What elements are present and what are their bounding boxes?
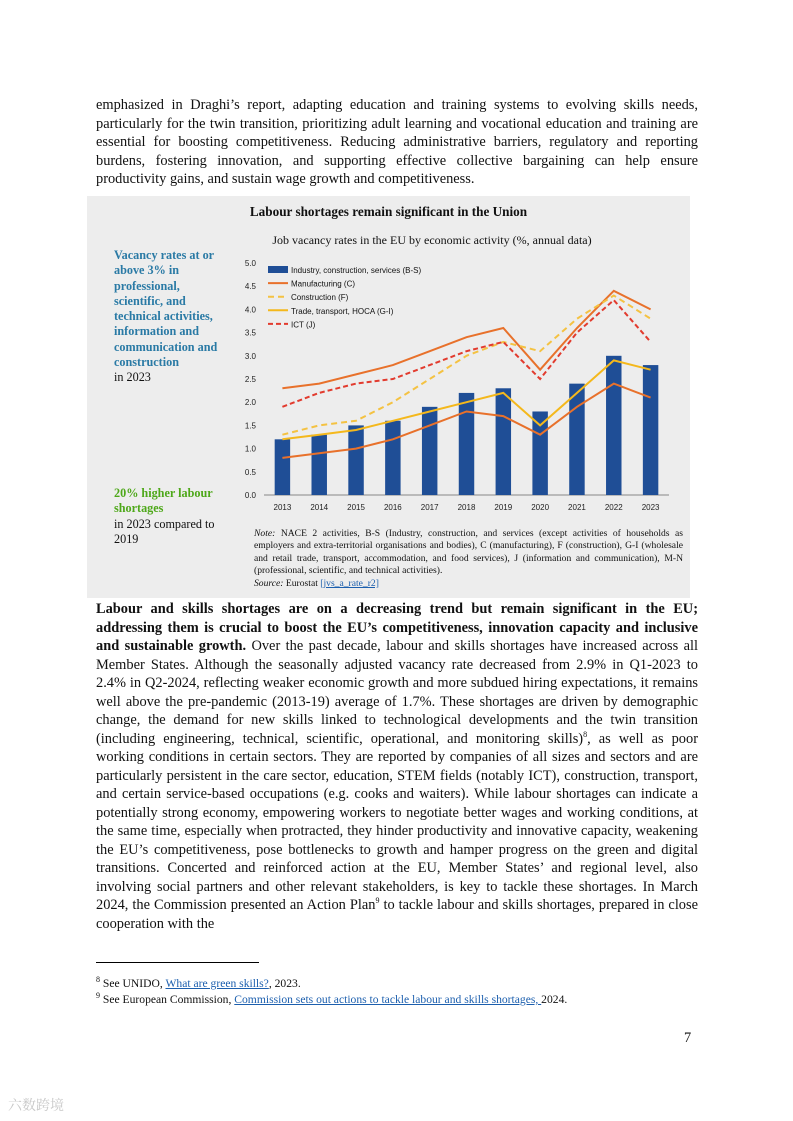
bar-2017 xyxy=(422,407,437,495)
x-tick-label: 2015 xyxy=(347,503,365,512)
legend-swatch xyxy=(268,266,288,273)
x-tick-label: 2018 xyxy=(457,503,476,512)
y-tick-label: 0.0 xyxy=(244,491,256,500)
x-tick-label: 2017 xyxy=(420,503,439,512)
source-link[interactable]: [jvs_a_rate_r2] xyxy=(320,577,379,589)
bar-2013 xyxy=(275,439,290,495)
x-tick-label: 2023 xyxy=(641,503,660,512)
chart-note xyxy=(254,528,683,590)
bar-2019 xyxy=(496,388,511,495)
y-tick-label: 4.0 xyxy=(244,305,256,315)
x-tick-label: 2014 xyxy=(310,503,329,512)
box-title: Labour shortages remain significant in the Union xyxy=(249,204,528,219)
y-tick-label: 2.5 xyxy=(244,375,256,384)
watermark: 六数跨境 xyxy=(8,1098,64,1114)
bar-2021 xyxy=(569,384,584,495)
footnote-divider xyxy=(96,962,259,963)
bar-2018 xyxy=(459,393,474,495)
y-tick-label: 0.5 xyxy=(244,467,256,477)
body-text-c: to tackle labour and skills shortages, prepared in close cooperation with the xyxy=(96,897,698,932)
y-tick-label: 5.0 xyxy=(244,259,256,268)
side-note-shortages-rest: in 2023 compared to 2019 xyxy=(114,516,215,546)
y-tick-label: 2.0 xyxy=(244,398,256,408)
side-note-vacancy-highlight: Vacancy rates at or above 3% in professional, scientific, and technical activities, information and communication and construction xyxy=(114,248,218,370)
y-tick-label: 3.5 xyxy=(244,328,256,338)
footnote-9 xyxy=(96,993,567,1007)
bar-2015 xyxy=(348,425,363,495)
legend-label: Construction (F) xyxy=(291,293,349,303)
bar-2023 xyxy=(643,365,658,495)
side-note-shortages-highlight: 20% higher labour shortages xyxy=(114,486,213,516)
footnote-8-num: 8 xyxy=(96,975,100,985)
footnote-9-post: 2024. xyxy=(541,993,568,1006)
info-box xyxy=(87,196,690,598)
source-label: Source: xyxy=(254,577,284,589)
footnote-8 xyxy=(96,977,301,991)
body-text-a: Over the past decade, labour and skills shortages have increased across all Member States. Although the seasonally adjusted vacancy rate decreased from 2.9% in Q1-2023 to 2.4% in Q2-2024, reflecting weaker economic growth and more subdued hiring expectations, it remains well above the pre-pandemic (2013-19) average of 1.7%. These shortages are driven by demographic change, the demand for new skills linked to technological developments and the twin transition (including engineering, technical, scientific, operational, and monitoring skills) xyxy=(96,638,698,747)
footnote-9-link[interactable]: Commission sets out actions to tackle labour and skills shortages, xyxy=(234,993,542,1006)
side-note-vacancy-rest: in 2023 xyxy=(114,370,151,385)
bar-2014 xyxy=(311,435,326,495)
y-tick-label: 4.5 xyxy=(244,282,256,292)
series-line-0 xyxy=(282,291,650,389)
y-tick-label: 1.0 xyxy=(244,444,256,454)
y-tick-label: 3.0 xyxy=(244,351,256,361)
note-label: Note: xyxy=(254,528,276,539)
intro-paragraph: emphasized in Draghi’s report, adapting education and training systems to evolving skills needs, particularly for the twin transition, prioritizing adult learning and vocational education and training are essential for boosting competitiveness. Reducing administrative barriers, regulatory and reporting burdens, fostering innovation, and supporting effective collective bargaining can help ensure productivity gains, and sustain wage growth and competitiveness. xyxy=(96,97,698,187)
legend-label: ICT (J) xyxy=(291,320,316,330)
legend-label: Manufacturing (C) xyxy=(291,279,356,289)
footnote-8-link[interactable]: What are green skills? xyxy=(165,977,269,990)
footnote-8-post: , 2023. xyxy=(268,977,301,990)
source-text: Eurostat xyxy=(285,577,318,589)
footnote-ref-8[interactable]: 8 xyxy=(583,729,588,739)
page-number: 7 xyxy=(684,1030,692,1046)
body-paragraph xyxy=(96,600,698,933)
chart-title: Job vacancy rates in the EU by economic activity (%, annual data) xyxy=(272,233,592,247)
x-tick-label: 2020 xyxy=(531,503,550,512)
bar-2022 xyxy=(606,356,621,495)
body-bold-lead: Labour and skills shortages are on a decreasing trend but remain significant in the EU; addressing them is crucial to boost the EU’s competitiveness, innovation capacity and inclusive and sustainable growth. xyxy=(96,601,698,654)
footnote-ref-9[interactable]: 9 xyxy=(375,896,380,906)
series-line-3 xyxy=(282,300,650,407)
x-tick-label: 2021 xyxy=(568,503,586,512)
footnote-9-num: 9 xyxy=(96,991,100,1001)
note-text: NACE 2 activities, B-S (Industry, construction, and services (except activities of households as employers and extra-territorial organisations and bodies), C (manufacturing), F (construction), G-I (wholesale and retail trade, transport, accommodation, and food services), J (information and communication), M-N (professional, scientific, and technical activities). xyxy=(254,528,683,577)
x-tick-label: 2019 xyxy=(494,503,513,512)
body-text-b: , as well as poor working conditions in certain sectors. They are reported by companies of all sizes and sectors and are particularly persistent in the care sector, education, STEM fields (notably ICT), construction, transport, and certain service-based occupations (e.g. cooks and waiters). While labour shortages can indicate a potentially strong economy, empowering workers to negotiate better wages and working conditions, at the same time, especially when protracted, they hinder productivity and innovative capacity, weakening the EU’s competitiveness, pose bottlenecks to growth and hamper progress on the green and digital transitions. Concerted and reinforced action at the EU, Member States’ and regional level, also involving social partners and other relevant stakeholders, is key to tackle these shortages. In March 2024, the Commission presented an Action Plan xyxy=(96,730,698,913)
vacancy-chart xyxy=(87,196,690,528)
x-tick-label: 2016 xyxy=(383,503,402,512)
y-tick-label: 1.5 xyxy=(244,421,256,431)
legend-label: Industry, construction, services (B-S) xyxy=(291,266,422,275)
legend-label: Trade, transport, HOCA (G-I) xyxy=(291,306,394,316)
footnote-8-pre: See UNIDO, xyxy=(100,977,166,990)
bar-2020 xyxy=(532,411,547,495)
footnote-9-pre: See European Commission, xyxy=(100,993,235,1006)
x-tick-label: 2013 xyxy=(273,503,292,512)
x-tick-label: 2022 xyxy=(604,503,623,512)
bar-2016 xyxy=(385,421,400,495)
